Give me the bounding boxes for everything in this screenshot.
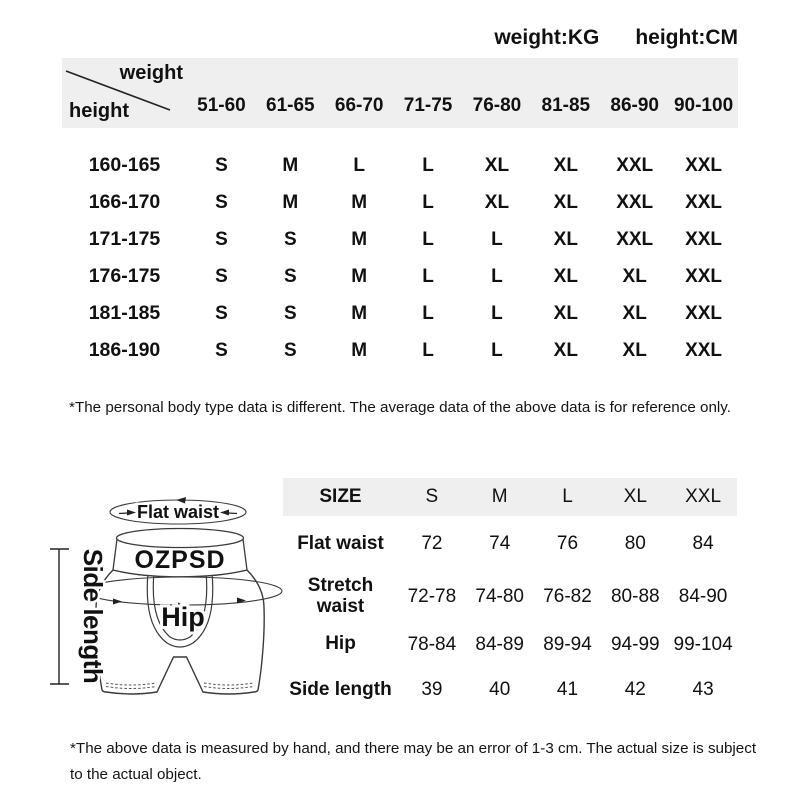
size-value: XL — [622, 339, 647, 361]
size-value: M — [282, 191, 299, 213]
measurement-row — [283, 516, 737, 572]
weight-unit-label: weight:KG — [494, 26, 600, 49]
weight-range-header: 76-80 — [472, 95, 522, 116]
size-value: L — [491, 339, 503, 361]
measurement-value: 39 — [421, 679, 443, 700]
size-value: L — [422, 302, 434, 324]
size-chart-row — [62, 332, 738, 369]
measurement-row — [283, 622, 737, 667]
measurement-header-col: S — [425, 486, 439, 507]
corner-weight-label: weight — [119, 62, 183, 84]
measurement-note: *The above data is measured by hand, and there may be an error of 1-3 cm. The actual size is subject to the actual object. — [70, 740, 757, 784]
size-value: S — [283, 228, 297, 250]
measurement-label: Side length — [289, 678, 392, 700]
size-chart-row — [62, 147, 738, 184]
size-value: L — [422, 228, 434, 250]
measurement-label: Hip — [325, 633, 356, 655]
measurement-table — [283, 478, 737, 713]
measurement-value: 76 — [556, 533, 579, 554]
measurement-table-header — [283, 478, 737, 516]
size-value: M — [351, 228, 368, 250]
measurement-value: 89-94 — [543, 633, 592, 655]
size-value: S — [215, 154, 228, 176]
measurement-value: 42 — [624, 679, 646, 700]
size-value: S — [283, 339, 297, 361]
weight-range-header: 51-60 — [197, 95, 246, 116]
size-value: L — [491, 228, 503, 250]
size-value: L — [422, 191, 434, 213]
brand-logo: OZPSD — [134, 546, 226, 574]
measurement-value: 72-78 — [407, 586, 457, 607]
hip-label: Hip — [161, 602, 205, 632]
corner-height-label: height — [69, 100, 129, 122]
size-value: XXL — [685, 339, 723, 361]
size-value: XL — [553, 302, 578, 324]
measurement-label: Stretch waist — [307, 575, 374, 617]
measurement-value: 74 — [489, 533, 511, 554]
height-range-label: 160-165 — [88, 154, 161, 176]
waistband-rim — [117, 529, 244, 548]
size-value: M — [351, 191, 368, 213]
size-value: M — [351, 265, 368, 287]
size-value: S — [215, 265, 228, 287]
size-value: XL — [622, 265, 647, 287]
size-value: L — [353, 154, 365, 176]
measurement-header-col: XL — [623, 486, 647, 507]
weight-range-header: 90-100 — [673, 95, 734, 116]
side-length-measure — [50, 549, 69, 684]
measurement-value: 80-88 — [610, 586, 660, 607]
measurement-header-size: SIZE — [319, 485, 362, 507]
size-value: M — [351, 339, 368, 361]
size-value: XL — [553, 191, 578, 213]
side-length-label: Side length — [78, 548, 108, 684]
height-range-label: 176-175 — [88, 265, 161, 287]
size-value: XXL — [685, 191, 723, 213]
measurement-value: 41 — [556, 679, 579, 700]
weight-range-header: 66-70 — [334, 95, 384, 116]
flat-waist-label: Flat waist — [136, 502, 220, 522]
size-value: S — [283, 265, 297, 287]
flat-waist-measure — [110, 497, 246, 524]
size-value: XL — [484, 154, 510, 176]
size-chart-row — [62, 221, 738, 258]
weight-range-header: 71-75 — [403, 95, 453, 116]
height-range-label: 181-185 — [88, 302, 161, 324]
size-value: XXL — [616, 154, 654, 176]
size-value: S — [215, 228, 228, 250]
measurement-row — [283, 667, 737, 713]
measurement-value: 78-84 — [407, 633, 457, 655]
height-weight-size-table — [62, 58, 738, 369]
size-value: XL — [484, 191, 510, 213]
measurement-header-col: M — [491, 486, 508, 507]
size-value: XXL — [616, 228, 654, 250]
size-value: L — [422, 154, 434, 176]
size-value: XL — [553, 154, 578, 176]
flat-waist-right-arrow — [220, 510, 229, 516]
size-value: M — [282, 154, 299, 176]
size-value: XXL — [685, 302, 723, 324]
measurement-value: 40 — [489, 679, 511, 700]
size-value: XL — [622, 302, 647, 324]
size-value: S — [215, 302, 228, 324]
measurement-value: 72 — [421, 533, 443, 554]
size-value: XXL — [685, 228, 723, 250]
flat-waist-left-arrow — [127, 510, 136, 516]
size-value: L — [491, 302, 503, 324]
size-value: L — [422, 339, 434, 361]
height-range-label: 166-170 — [88, 191, 161, 213]
measurement-value: 84 — [692, 533, 714, 554]
size-value: XXL — [685, 154, 723, 176]
size-value: M — [351, 302, 368, 324]
size-value: S — [215, 191, 228, 213]
size-value: L — [422, 265, 434, 287]
measurement-header-col: XXL — [685, 486, 722, 507]
measurement-value: 99-104 — [673, 633, 733, 655]
height-unit-label: height:CM — [635, 26, 738, 49]
size-value: XL — [553, 228, 578, 250]
measurement-value: 84-89 — [475, 633, 524, 655]
measurement-value: 94-99 — [610, 633, 660, 655]
weight-range-header: 86-90 — [610, 95, 659, 116]
measurement-row — [283, 572, 737, 622]
size-value: S — [283, 302, 297, 324]
height-range-label: 171-175 — [88, 228, 161, 250]
height-range-label: 186-190 — [88, 339, 161, 361]
size-value: XL — [553, 339, 578, 361]
size-value: XXL — [616, 191, 654, 213]
measurement-label: Flat waist — [297, 532, 384, 554]
weight-range-header: 61-65 — [266, 95, 315, 116]
measurement-table-body — [283, 516, 737, 713]
size-value: S — [215, 339, 228, 361]
boxer-outline — [96, 570, 264, 694]
measurement-value: 80 — [624, 533, 646, 554]
size-chart-note: *The personal body type data is different. The average data of the above data is for reference only. — [69, 399, 731, 416]
measurement-value: 84-90 — [678, 586, 728, 607]
measurement-value: 74-80 — [475, 586, 524, 607]
corner-cell — [62, 58, 187, 128]
size-value: XL — [553, 265, 578, 287]
size-value: L — [491, 265, 503, 287]
size-chart-row — [62, 258, 738, 295]
boxer-measure-diagram — [40, 468, 290, 718]
units-note — [494, 26, 738, 50]
measurement-value: 43 — [692, 679, 714, 700]
size-chart-row — [62, 295, 738, 332]
size-chart-row — [62, 184, 738, 221]
weight-range-header: 81-85 — [541, 95, 591, 116]
measurement-value: 76-82 — [543, 586, 592, 607]
measurement-header-col: L — [562, 486, 573, 507]
size-table-body — [62, 147, 738, 369]
size-table-header — [62, 58, 738, 128]
size-value: XXL — [685, 265, 723, 287]
